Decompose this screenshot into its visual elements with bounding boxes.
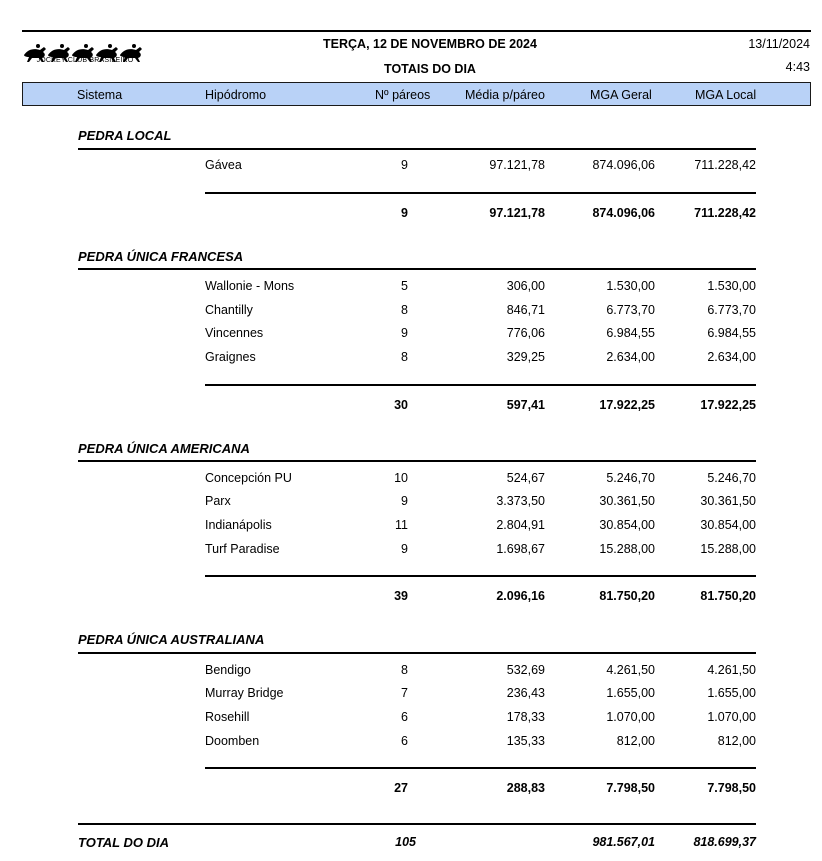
- row-media: 2.804,91: [496, 518, 545, 532]
- row-mga-geral: 874.096,06: [592, 158, 655, 172]
- row-hipodromo: Bendigo: [205, 663, 251, 677]
- subtotal-mga-local: 17.922,25: [700, 398, 756, 412]
- row-mga-geral: 15.288,00: [599, 542, 655, 556]
- total-pareos: 105: [395, 835, 416, 849]
- subtotal-mga-geral: 81.750,20: [599, 589, 655, 603]
- row-pareos: 8: [401, 350, 408, 364]
- row-mga-geral: 2.634,00: [606, 350, 655, 364]
- row-mga-local: 711.228,42: [694, 158, 756, 172]
- row-pareos: 9: [401, 542, 408, 556]
- subtotal-mga-geral: 17.922,25: [599, 398, 655, 412]
- row-hipodromo: Concepción PU: [205, 471, 292, 485]
- row-media: 306,00: [506, 279, 545, 293]
- row-media: 135,33: [506, 734, 545, 748]
- row-mga-geral: 30.854,00: [599, 518, 655, 532]
- section-rule: [78, 268, 756, 270]
- report-title: TERÇA, 12 DE NOVEMBRO DE 2024: [323, 37, 537, 51]
- row-media: 97.121,78: [489, 158, 545, 172]
- subtotal-pareos: 39: [394, 589, 408, 603]
- subtotal-mga-local: 7.798,50: [707, 781, 756, 795]
- row-media: 846,71: [506, 303, 545, 317]
- subtotal-rule: [205, 767, 756, 769]
- subtotal-mga-geral: 7.798,50: [606, 781, 655, 795]
- report-subtitle: TOTAIS DO DIA: [384, 62, 476, 76]
- subtotal-media: 288,83: [506, 781, 545, 795]
- row-mga-local: 1.070,00: [707, 710, 756, 724]
- col-media: Média p/páreo: [465, 88, 545, 102]
- row-pareos: 9: [401, 326, 408, 340]
- row-media: 776,06: [506, 326, 545, 340]
- subtotal-mga-geral: 874.096,06: [592, 206, 655, 220]
- row-hipodromo: Gávea: [205, 158, 242, 172]
- row-hipodromo: Indianápolis: [205, 518, 272, 532]
- row-mga-geral: 6.773,70: [606, 303, 655, 317]
- row-mga-local: 30.361,50: [700, 494, 756, 508]
- row-pareos: 10: [394, 471, 408, 485]
- row-mga-geral: 1.530,00: [606, 279, 655, 293]
- row-pareos: 6: [401, 710, 408, 724]
- row-mga-local: 812,00: [717, 734, 756, 748]
- row-mga-geral: 812,00: [616, 734, 655, 748]
- column-header-bar: [22, 82, 811, 106]
- row-media: 329,25: [506, 350, 545, 364]
- total-mga-local: 818.699,37: [693, 835, 756, 849]
- section-title: PEDRA ÚNICA AMERICANA: [78, 441, 250, 456]
- row-mga-local: 15.288,00: [700, 542, 756, 556]
- subtotal-pareos: 27: [394, 781, 408, 795]
- section-title: PEDRA ÚNICA AUSTRALIANA: [78, 632, 265, 647]
- top-rule: [22, 30, 811, 32]
- row-pareos: 6: [401, 734, 408, 748]
- row-mga-local: 30.854,00: [700, 518, 756, 532]
- section-title: PEDRA ÚNICA FRANCESA: [78, 249, 244, 264]
- row-media: 236,43: [506, 686, 545, 700]
- row-media: 532,69: [506, 663, 545, 677]
- section-rule: [78, 460, 756, 462]
- row-media: 1.698,67: [496, 542, 545, 556]
- row-mga-local: 6.984,55: [707, 326, 756, 340]
- row-pareos: 9: [401, 494, 408, 508]
- row-hipodromo: Turf Paradise: [205, 542, 280, 556]
- subtotal-media: 597,41: [506, 398, 545, 412]
- subtotal-pareos: 30: [394, 398, 408, 412]
- row-media: 524,67: [506, 471, 545, 485]
- row-pareos: 8: [401, 663, 408, 677]
- row-mga-local: 4.261,50: [707, 663, 756, 677]
- total-rule: [78, 823, 756, 825]
- row-hipodromo: Rosehill: [205, 710, 250, 724]
- row-hipodromo: Murray Bridge: [205, 686, 284, 700]
- row-mga-local: 6.773,70: [707, 303, 756, 317]
- row-media: 3.373,50: [496, 494, 545, 508]
- col-sistema: Sistema: [77, 88, 123, 102]
- subtotal-media: 2.096,16: [496, 589, 545, 603]
- col-pareos: Nº páreos: [375, 88, 431, 102]
- section-title: PEDRA LOCAL: [78, 128, 172, 143]
- row-pareos: 5: [401, 279, 408, 293]
- row-mga-geral: 1.655,00: [606, 686, 655, 700]
- subtotal-rule: [205, 384, 756, 386]
- logo-text: JOCKEY CLUB BRASILEIRO: [36, 57, 134, 64]
- row-hipodromo: Chantilly: [205, 303, 253, 317]
- col-mga-geral: MGA Geral: [590, 88, 652, 102]
- total-label: TOTAL DO DIA: [78, 835, 169, 850]
- row-media: 178,33: [506, 710, 545, 724]
- subtotal-rule: [205, 192, 756, 194]
- row-pareos: 8: [401, 303, 408, 317]
- subtotal-mga-local: 81.750,20: [700, 589, 756, 603]
- subtotal-pareos: 9: [401, 206, 408, 220]
- subtotal-rule: [205, 575, 756, 577]
- row-mga-local: 2.634,00: [707, 350, 756, 364]
- row-mga-local: 1.655,00: [707, 686, 756, 700]
- total-mga-geral: 981.567,01: [592, 835, 655, 849]
- row-pareos: 11: [395, 518, 408, 532]
- print-date: 13/11/2024: [748, 37, 810, 51]
- subtotal-mga-local: 711.228,42: [694, 206, 756, 220]
- subtotal-media: 97.121,78: [489, 206, 545, 220]
- row-pareos: 9: [401, 158, 408, 172]
- col-hipodromo: Hipódromo: [205, 88, 267, 102]
- row-hipodromo: Graignes: [205, 350, 256, 364]
- row-pareos: 7: [401, 686, 408, 700]
- row-hipodromo: Wallonie - Mons: [205, 279, 295, 293]
- row-hipodromo: Vincennes: [205, 326, 264, 340]
- row-mga-geral: 6.984,55: [606, 326, 655, 340]
- row-mga-geral: 5.246,70: [606, 471, 655, 485]
- row-hipodromo: Doomben: [205, 734, 260, 748]
- row-mga-local: 1.530,00: [707, 279, 756, 293]
- section-rule: [78, 652, 756, 654]
- row-mga-geral: 1.070,00: [606, 710, 655, 724]
- row-mga-geral: 4.261,50: [606, 663, 655, 677]
- section-rule: [78, 148, 756, 150]
- row-mga-local: 5.246,70: [707, 471, 756, 485]
- print-time: 4:43: [785, 60, 810, 74]
- row-mga-geral: 30.361,50: [599, 494, 655, 508]
- row-hipodromo: Parx: [205, 494, 231, 508]
- col-mga-local: MGA Local: [695, 88, 757, 102]
